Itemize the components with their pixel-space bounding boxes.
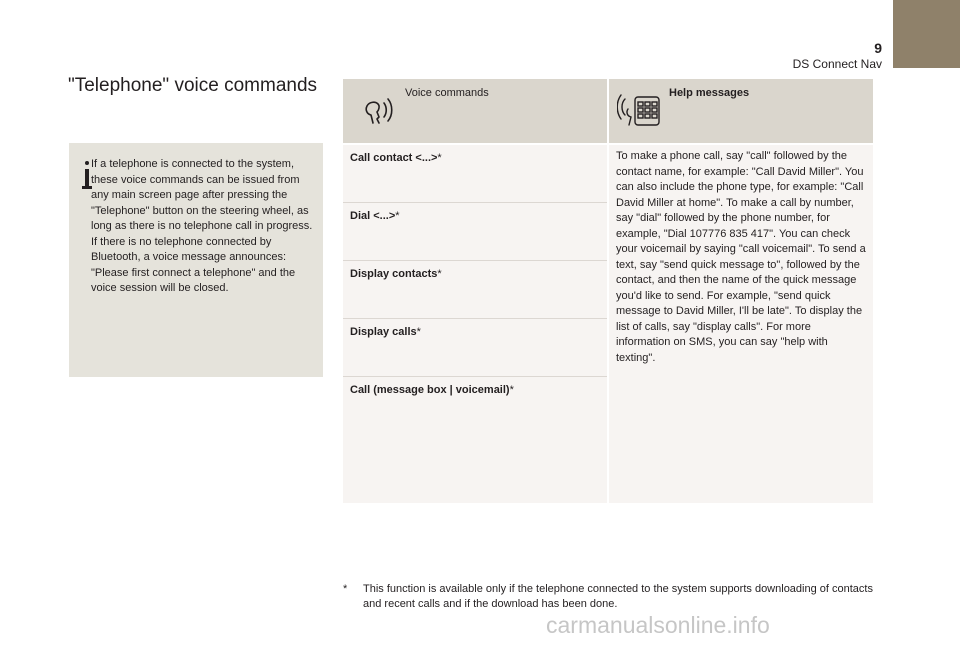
header-voice-commands: [343, 79, 607, 143]
command-label: Display contacts*: [350, 268, 442, 280]
command-row: [343, 319, 607, 377]
voice-speech-icon: [357, 93, 393, 125]
footnote-text: This function is available only if the telephone connected to the system supports downloading of contacts and recent calls and if the download has been done.: [363, 583, 873, 610]
command-label: Call contact <...>*: [350, 152, 442, 164]
page-number: 9: [874, 40, 882, 56]
watermark: carmanualsonline.info: [546, 612, 770, 638]
corner-tab: [893, 0, 960, 68]
command-label: Dial <...>*: [350, 210, 400, 222]
command-label: Call (message box | voicemail)*: [350, 384, 514, 396]
command-row: [343, 261, 607, 319]
help-message-text: To make a phone call, say "call" followed by the contact name, for example: "Call David Miller". You can also include the phone type, for example: "Call David Miller at home". To make a call by number, say "dial" followed by the phone number, for example, "Dial 107776 835 417". You can check your voicemail by saying "call voicemail". To send a text, say "send quick message to", followed by the contact, and then the name of the quick message you'd like to send. For example, "send quick message to David Miller, I'll be late". To display the list of calls, say "display calls". For more information on SMS, you can say "help with texting".: [616, 150, 866, 364]
info-paragraph: If a telephone is connected to the system, these voice commands can be issued from any main screen page after pressing the "Telephone" button on the steering wheel, as long as there is no telephone call in progress.: [91, 158, 313, 232]
command-row: [343, 377, 607, 503]
command-label: Display calls*: [350, 326, 421, 338]
command-row: [343, 203, 607, 261]
help-column: [609, 145, 873, 503]
voice-commands-table: [343, 79, 873, 503]
commands-column: [343, 145, 607, 503]
command-row: [343, 145, 607, 203]
page-title: "Telephone" voice commands: [68, 75, 318, 96]
header-label: Help messages: [669, 87, 750, 99]
section-name: DS Connect Nav: [792, 57, 882, 71]
info-box: [69, 143, 323, 377]
info-paragraph: If there is no telephone connected by Bluetooth, a voice message announces: "Please first connect a telephone" and the voice session will be closed.: [91, 235, 296, 294]
header-label: Voice commands: [405, 87, 489, 99]
header-help-messages: [609, 79, 873, 143]
voice-help-keypad-icon: [617, 91, 663, 129]
info-text: [91, 157, 319, 297]
footnote-marker: *: [343, 583, 348, 595]
